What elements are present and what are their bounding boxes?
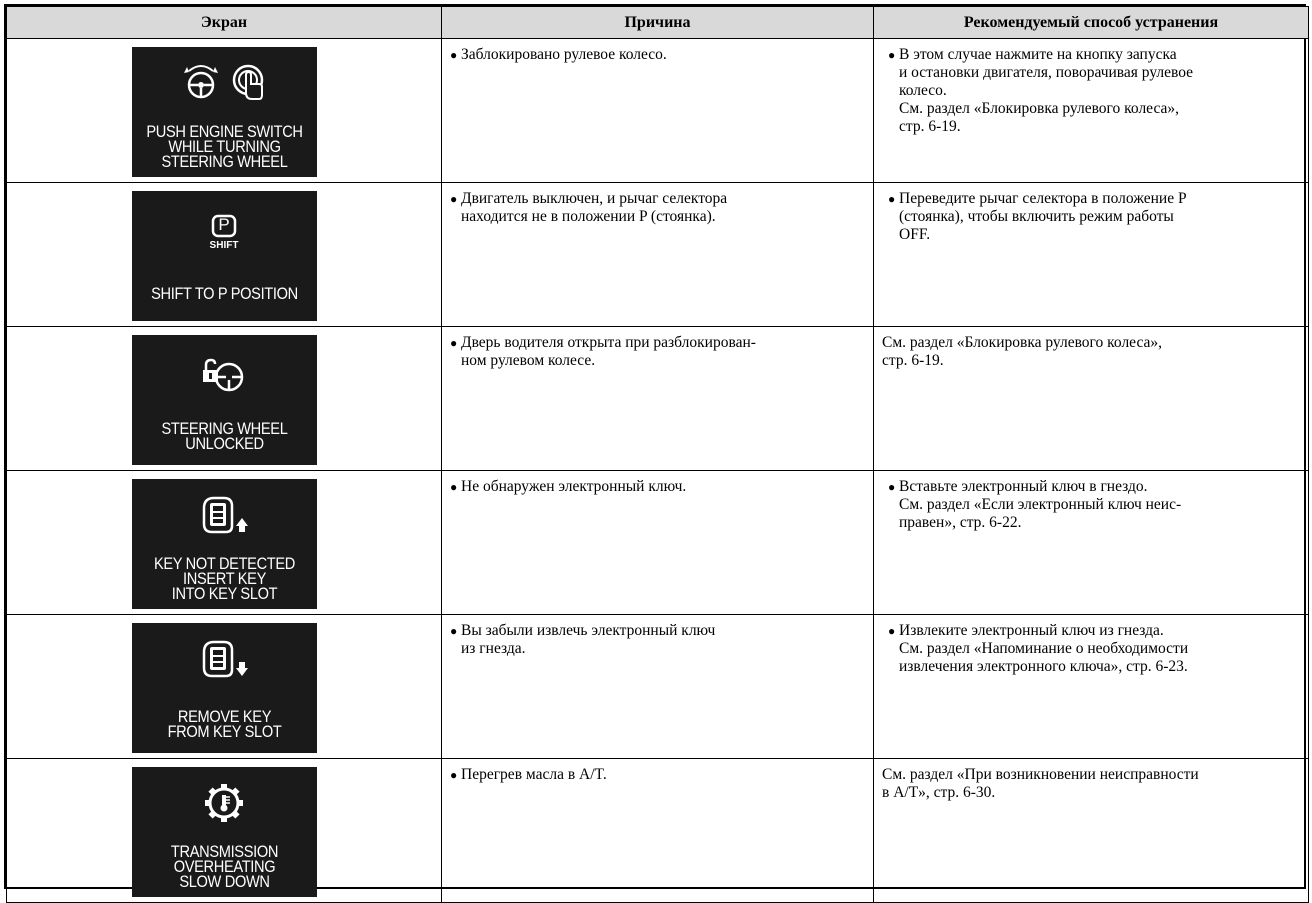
table-row (7, 183, 1309, 327)
display-screen (132, 335, 317, 465)
remedy-line: См. раздел «Блокировка рулевого колеса», (899, 100, 1180, 117)
steering-wheel-rotate-icon (181, 63, 221, 103)
cause-cell (442, 759, 874, 903)
table-row (7, 327, 1309, 471)
remedy-line: OFF. (899, 226, 931, 243)
warning-table-frame (4, 4, 1306, 889)
cause-text: Заблокировано рулевое колесо. (461, 46, 667, 63)
remedy-cell (874, 183, 1309, 327)
remedy-cell (874, 471, 1309, 615)
remedy-line: Извлеките электронный ключ из гнезда. (899, 622, 1164, 639)
screen-message-line: SHIFT TO P POSITION (150, 284, 298, 303)
screen-message-line: FROM KEY SLOT (167, 722, 281, 741)
bullet-icon: ● (888, 480, 896, 494)
screen-cell (7, 327, 442, 471)
screen-message-line: WHILE TURNING (167, 137, 281, 156)
table-row (7, 759, 1309, 903)
screen-message-line: INTO KEY SLOT (171, 584, 277, 603)
cause-text: Не обнаружен электронный ключ. (461, 478, 687, 495)
push-button-icon (231, 63, 267, 103)
shift-p-label: SHIFT (209, 240, 239, 251)
remedy-line: в A/T», стр. 6-30. (882, 784, 996, 801)
screen-message-line: STEERING WHEEL (161, 419, 287, 438)
remedy-cell (874, 327, 1309, 471)
warning-messages-table (6, 6, 1309, 903)
cause-line: из гнезда. (461, 640, 526, 657)
remedy-cell (874, 615, 1309, 759)
bullet-icon: ● (450, 624, 458, 638)
remedy-line: правен», стр. 6-22. (899, 514, 1022, 531)
remedy-line: колесо. (899, 82, 947, 99)
remedy-line: Вставьте электронный ключ в гнездо. (899, 478, 1148, 495)
cause-text: Перегрев масла в A/T. (461, 766, 607, 783)
bullet-icon: ● (450, 336, 458, 350)
display-screen (132, 191, 317, 321)
shift-p-icon (204, 213, 244, 257)
remedy-line: (стоянка), чтобы включить режим работы (899, 208, 1174, 225)
header-cause: Причина (442, 7, 874, 39)
bullet-icon: ● (450, 192, 458, 206)
shift-p-letter: P (218, 215, 230, 234)
cause-line: ном рулевом колесе. (461, 352, 596, 369)
display-screen (132, 479, 317, 609)
cause-line: находится не в положении P (стоянка). (461, 208, 716, 225)
cause-cell (442, 471, 874, 615)
screen-message-line: TRANSMISSION (170, 842, 278, 861)
key-remove-icon (198, 638, 250, 680)
key-insert-icon (198, 494, 250, 536)
table-row (7, 471, 1309, 615)
remedy-line: стр. 6-19. (882, 352, 944, 369)
screen-cell (7, 759, 442, 903)
remedy-line: и остановки двигателя, поворачивая рулевое (899, 64, 1194, 81)
cause-cell (442, 183, 874, 327)
screen-message-line: UNLOCKED (184, 434, 264, 453)
remedy-cell (874, 39, 1309, 183)
transmission-temperature-icon (202, 781, 246, 825)
screen-message-line: SLOW DOWN (178, 872, 270, 891)
remedy-line: извлечения электронного ключа», стр. 6-23. (899, 658, 1188, 675)
screen-message-line: PUSH ENGINE SWITCH (145, 122, 303, 141)
remedy-line: См. раздел «При возникновении неисправности (882, 766, 1199, 783)
screen-message-line: INSERT KEY (182, 569, 266, 588)
screen-cell (7, 615, 442, 759)
cause-cell (442, 327, 874, 471)
remedy-line: См. раздел «Если электронный ключ неис- (899, 496, 1182, 513)
unlocked-steering-wheel-icon (199, 355, 249, 395)
bullet-icon: ● (888, 48, 896, 62)
bullet-icon: ● (450, 48, 458, 62)
screen-cell (7, 39, 442, 183)
cause-line: Вы забыли извлечь электронный ключ (461, 622, 716, 639)
remedy-line: Переведите рычаг селектора в положение P (899, 190, 1187, 207)
screen-message-line: OVERHEATING (173, 857, 275, 876)
cause-line: Дверь водителя открыта при разблокирован- (461, 334, 756, 351)
remedy-line: См. раздел «Блокировка рулевого колеса», (882, 334, 1163, 351)
bullet-icon: ● (888, 192, 896, 206)
display-screen (132, 47, 317, 177)
bullet-icon: ● (450, 768, 458, 782)
remedy-cell (874, 759, 1309, 903)
screen-cell (7, 183, 442, 327)
screen-message-line: STEERING WHEEL (161, 152, 287, 171)
remedy-line: В этом случае нажмите на кнопку запуска (899, 46, 1177, 63)
screen-message-line: REMOVE KEY (177, 707, 271, 726)
bullet-icon: ● (450, 480, 458, 494)
display-screen (132, 767, 317, 897)
table-header-row (7, 7, 1309, 39)
table-row (7, 615, 1309, 759)
cause-line: Двигатель выключен, и рычаг селектора (461, 190, 728, 207)
cause-cell (442, 39, 874, 183)
header-screen: Экран (7, 7, 442, 39)
table-row (7, 39, 1309, 183)
remedy-line: См. раздел «Напоминание о необходимости (899, 640, 1189, 657)
cause-cell (442, 615, 874, 759)
remedy-line: стр. 6-19. (899, 118, 961, 135)
screen-cell (7, 471, 442, 615)
header-remedy: Рекомендуемый способ устранения (874, 7, 1309, 39)
bullet-icon: ● (888, 624, 896, 638)
screen-message-line: KEY NOT DETECTED (153, 554, 295, 573)
display-screen (132, 623, 317, 753)
